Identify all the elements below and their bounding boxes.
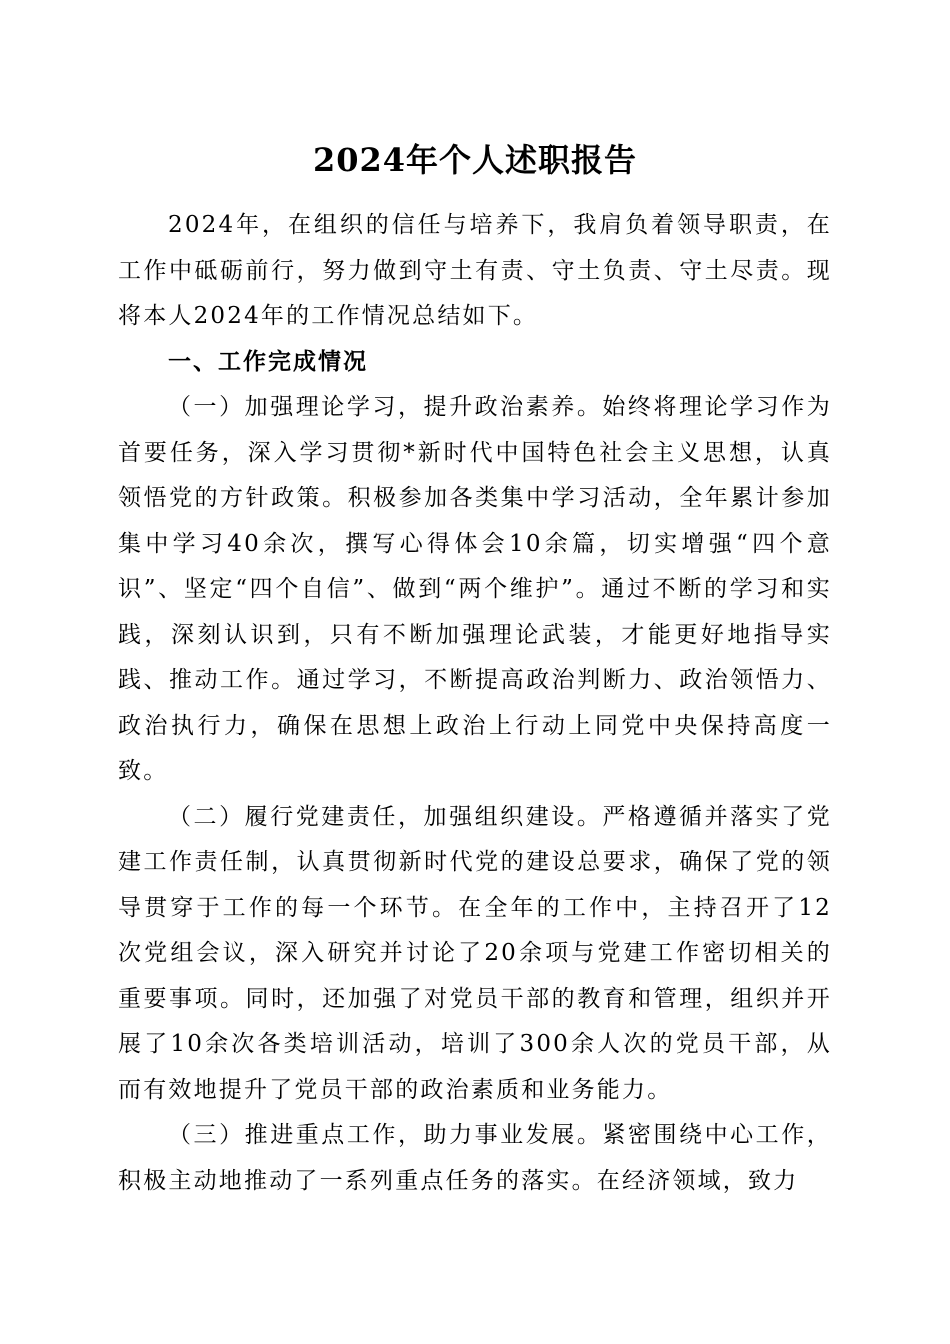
- intro-paragraph: 2024年，在组织的信任与培养下，我肩负着领导职责，在工作中砥砺前行，努力做到守土有责、守土负责、守土尽责。现将本人2024年的工作情况总结如下。: [118, 212, 832, 329]
- paragraph-lead: （一）加强理论学习，提升政治素养。: [168, 394, 603, 420]
- paragraph-lead: （二）履行党建责任，加强组织建设。: [168, 803, 603, 830]
- document-title: 2024年个人述职报告: [312, 141, 638, 179]
- document-body: [118, 203, 832, 1204]
- paragraph-party-building: [118, 795, 832, 1114]
- paragraph-text: 始终将理论学习作为首要任务，深入学习贯彻*新时代中国特色社会主义思想，认真领悟党的方针政策。积极参加各类集中学习活动，全年累计参加集中学习40余次，撰写心得体会10余篇，切实增强“四个意识”、坚定“四个自信”、做到“两个维护”。通过不断的学习和实践，深刻认识到，只有不断加强理论武装，才能更好地指导实践、推动工作。通过学习，不断提高政治判断力、政治领悟力、政治执行力，确保在思想上政治上行动上同党中央保持高度一致。: [118, 394, 832, 784]
- paragraph-lead: （三）推进重点工作，助力事业发展。: [168, 1122, 603, 1148]
- paragraph-key-work: [118, 1113, 832, 1204]
- paragraph-text: 紧密围绕中心工作，积极主动地推动了一系列重点任务的落实。在经济领域，致力: [118, 1122, 832, 1194]
- section-heading-work-completion: 一、工作完成情况: [168, 348, 368, 375]
- paragraph-text: 严格遵循并落实了党建工作责任制，认真贯彻新时代党的建设总要求，确保了党的领导贯穿于工作的每一个环节。在全年的工作中，主持召开了12次党组会议，深入研究并讨论了20余项与党建工作密切相关的重要事项。同时，还加强了对党员干部的教育和管理，组织并开展了10余次各类培训活动，培训了300余人次的党员干部，从而有效地提升了党员干部的政治素质和业务能力。: [118, 803, 832, 1103]
- paragraph-theory-study: [118, 385, 832, 795]
